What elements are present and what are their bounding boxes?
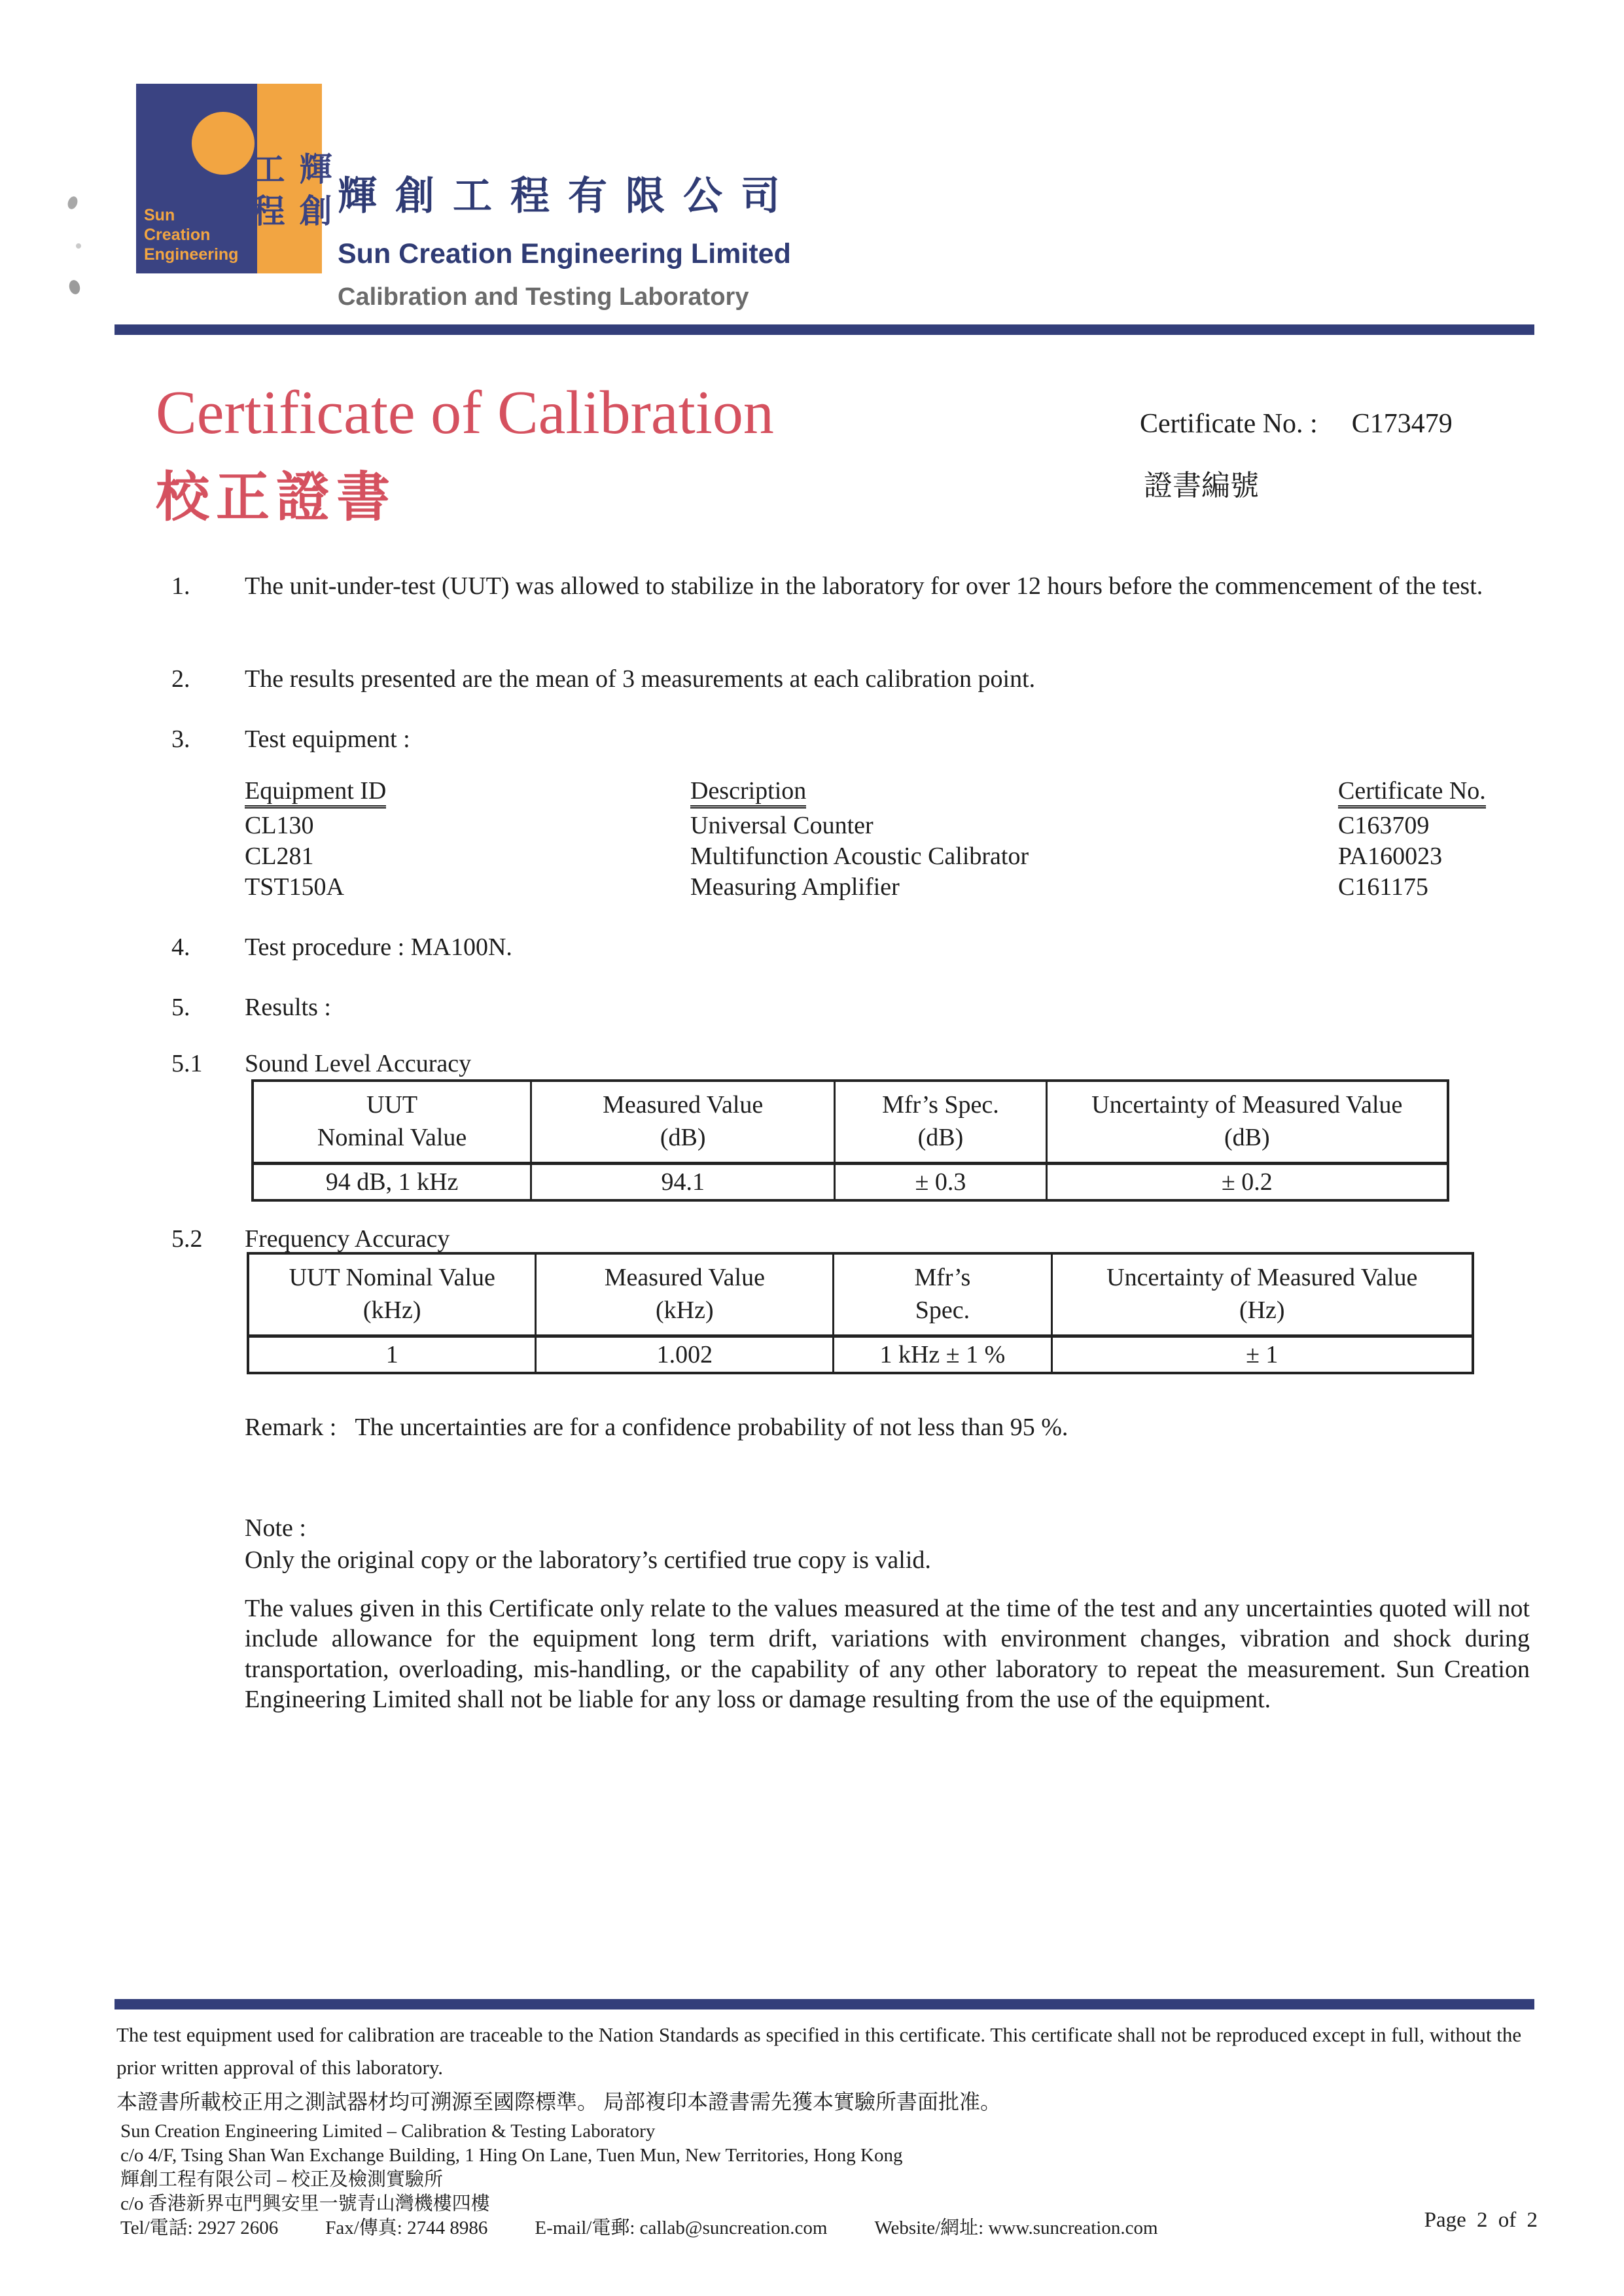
remark-text: The uncertainties are for a confidence probability of not less than 95 %. <box>355 1414 1068 1441</box>
table-header-cell: UUT Nominal Value <box>253 1081 531 1164</box>
section-number: 5.2 <box>171 1225 203 1253</box>
footer-address-block <box>120 2119 1158 2240</box>
certificate-number-label: Certificate No. : <box>1140 409 1318 439</box>
table-cell: 94.1 <box>531 1164 835 1200</box>
table-row <box>253 1164 1448 1200</box>
table-cell: 1 kHz ± 1 % <box>834 1336 1051 1373</box>
page-title-chinese: 校正證書 <box>156 467 397 527</box>
table-cell: ± 0.3 <box>835 1164 1046 1200</box>
item-text: The unit-under-test (UUT) was allowed to stabilize in the laboratory for over 12 hours before the commencement of the test. <box>245 572 1483 600</box>
table-header-cell: Measured Value (kHz) <box>536 1253 834 1336</box>
equipment-certno: C163709 <box>1338 812 1430 839</box>
table-header-cell: UUT Nominal Value (kHz) <box>248 1253 536 1336</box>
note-label: Note : <box>245 1514 306 1542</box>
legal-paragraph: The values given in this Certificate only relate to the values measured at the time of the test and any uncertainties quoted will not include allowance for the equipment long term drift, variations with environment changes, vibration and shock during transportation, overloading, mis-handling, or the capability of any other laboratory to repeat the measurement. Sun Creation Engineering Limited shall not be liable for any loss or damage resulting from the use of the equipment. <box>245 1595 1530 1714</box>
footer-email: E-mail/電郵: callab@suncreation.com <box>535 2218 828 2238</box>
section-number: 5.1 <box>171 1050 203 1077</box>
footer-disclaimer <box>116 2019 1533 2119</box>
letterhead <box>338 165 798 311</box>
title-block <box>156 381 774 531</box>
footer-address-english: c/o 4/F, Tsing Shan Wan Exchange Building, 1 Hing On Lane, Tuen Mun, New Territories, Hong Kong <box>120 2145 903 2166</box>
item-number: 1. <box>171 572 190 600</box>
table-header-cell: Mfr’s Spec. <box>834 1253 1051 1336</box>
header-divider <box>115 324 1534 335</box>
equipment-id: CL130 <box>245 812 314 839</box>
item-number: 3. <box>171 725 190 753</box>
table-cell: ± 0.2 <box>1046 1164 1448 1200</box>
footer-company-line-chinese: 輝創工程有限公司 – 校正及檢測實驗所 <box>120 2169 444 2190</box>
company-logo <box>136 84 332 273</box>
item-number: 4. <box>171 933 190 961</box>
equipment-description: Universal Counter <box>690 812 874 839</box>
company-name-chinese: 輝創工程有限公司 <box>338 174 798 218</box>
scan-artifact <box>67 279 81 295</box>
company-name-english: Sun Creation Engineering Limited <box>338 238 791 270</box>
table-cell: 1 <box>248 1336 536 1373</box>
table-cell: 94 dB, 1 kHz <box>253 1164 531 1200</box>
item-number: 5. <box>171 994 190 1021</box>
page-title: Certificate of Calibration <box>156 379 774 447</box>
footer-disclaimer-english: The test equipment used for calibration are traceable to the Nation Standards as specified in this certificate. This certificate shall not be reproduced except in full, without the prior written approval of this laboratory. <box>116 2023 1522 2079</box>
certificate-number-label-chinese: 證書編號 <box>1144 470 1259 502</box>
table-header-cell: Mfr’s Spec. (dB) <box>835 1081 1046 1164</box>
scan-artifact <box>66 195 79 211</box>
footer-company-line: Sun Creation Engineering Limited – Calibration & Testing Laboratory <box>120 2121 656 2142</box>
list-item-1 <box>171 570 1536 602</box>
section-5-2-heading <box>171 1225 450 1253</box>
note-block <box>245 1512 931 1577</box>
equipment-certno: C161175 <box>1338 873 1428 901</box>
remark-line <box>245 1413 1068 1442</box>
equipment-description: Measuring Amplifier <box>690 873 900 901</box>
frequency-accuracy-table <box>247 1252 1474 1374</box>
table-header-row <box>253 1081 1448 1164</box>
remark-label: Remark : <box>245 1414 337 1441</box>
scan-artifact <box>76 243 81 249</box>
footer-tel: Tel/電話: 2927 2606 <box>120 2218 279 2238</box>
section-5-1-heading <box>171 1049 471 1078</box>
table-cell: ± 1 <box>1051 1336 1473 1373</box>
table-header-cell: Measured Value (dB) <box>531 1081 835 1164</box>
logo-word-1: Sun <box>144 206 175 224</box>
page-number: Page 2 of 2 <box>1424 2208 1538 2232</box>
list-item-2 <box>171 663 1536 695</box>
equipment-header-id: Equipment ID <box>245 776 690 810</box>
table-header-cell: Uncertainty of Measured Value (dB) <box>1046 1081 1448 1164</box>
list-item-3 <box>171 723 1536 756</box>
item-text: Results : <box>245 994 331 1021</box>
list-item-4 <box>171 931 1536 964</box>
footer-divider <box>115 1999 1534 2009</box>
logo-vertical-text: 輝創工程 <box>247 152 332 235</box>
equipment-header-description: Description <box>690 776 1338 810</box>
table-cell: 1.002 <box>536 1336 834 1373</box>
certificate-number-value: C173479 <box>1351 409 1453 439</box>
section-title: Sound Level Accuracy <box>245 1050 472 1077</box>
equipment-header-certno: Certificate No. <box>1338 776 1537 810</box>
table-header-cell: Uncertainty of Measured Value (Hz) <box>1051 1253 1473 1336</box>
section-title: Frequency Accuracy <box>245 1225 450 1253</box>
logo-word-3: Engineering <box>144 245 239 264</box>
equipment-certno: PA160023 <box>1338 843 1443 870</box>
table-header-row <box>248 1253 1473 1336</box>
table-row <box>248 1336 1473 1373</box>
equipment-id: CL281 <box>245 843 314 870</box>
sound-level-accuracy-table <box>251 1079 1449 1202</box>
logo-orange-panel <box>247 84 332 273</box>
equipment-description: Multifunction Acoustic Calibrator <box>690 843 1029 870</box>
item-text: Test equipment : <box>245 725 410 753</box>
footer-address-chinese: c/o 香港新界屯門興安里一號青山灣機樓四樓 <box>120 2193 490 2214</box>
note-line: Only the original copy or the laboratory’s certified true copy is valid. <box>245 1546 931 1574</box>
list-item-5 <box>171 992 1536 1024</box>
equipment-id: TST150A <box>245 873 344 901</box>
logo-word-2: Creation <box>144 226 211 244</box>
certificate-number-block <box>1140 408 1453 504</box>
item-number: 2. <box>171 665 190 693</box>
footer-disclaimer-chinese: 本證書所載校正用之測試器材均可溯源至國際標準。 局部複印本證書需先獲本實驗所書面批准。 <box>116 2090 1002 2114</box>
footer-website: Website/網址: www.suncreation.com <box>874 2218 1158 2238</box>
item-text: The results presented are the mean of 3 measurements at each calibration point. <box>245 665 1036 693</box>
laboratory-name: Calibration and Testing Laboratory <box>338 283 749 311</box>
logo-blue-panel <box>136 84 257 273</box>
logo-wordmark <box>144 205 238 264</box>
equipment-table <box>245 776 1537 903</box>
item-text: Test procedure : MA100N. <box>245 933 512 961</box>
footer-fax: Fax/傳真: 2744 8986 <box>325 2218 488 2238</box>
